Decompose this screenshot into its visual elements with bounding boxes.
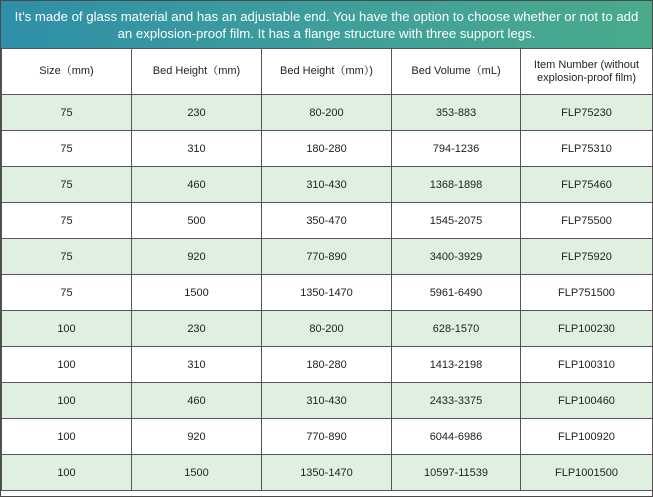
cell-bed-height: 500 — [132, 203, 262, 239]
cell-bed-height-range: 350-470 — [262, 203, 392, 239]
cell-bed-height: 460 — [132, 383, 262, 419]
cell-bed-height-range: 180-280 — [262, 347, 392, 383]
cell-size: 100 — [2, 383, 132, 419]
cell-bed-height-range: 80-200 — [262, 95, 392, 131]
cell-bed-height: 230 — [132, 95, 262, 131]
banner-text: It’s made of glass material and has an adjustable end. You have the option to choose whether or not to add an explosion-proof film. It has a flange structure with three support legs. — [14, 8, 639, 41]
cell-bed-height-range: 80-200 — [262, 311, 392, 347]
cell-bed-height-range: 180-280 — [262, 131, 392, 167]
cell-bed-height: 920 — [132, 239, 262, 275]
table-row — [2, 347, 653, 383]
cell-item-number: FLP1001500 — [521, 455, 653, 491]
cell-bed-volume: 6044-6986 — [392, 419, 521, 455]
cell-size: 75 — [2, 131, 132, 167]
cell-bed-height: 1500 — [132, 275, 262, 311]
cell-bed-height: 230 — [132, 311, 262, 347]
cell-bed-volume: 2433-3375 — [392, 383, 521, 419]
cell-size: 100 — [2, 419, 132, 455]
header-item-number: Item Number (without explosion-proof film) — [521, 49, 653, 95]
cell-bed-height-range: 1350-1470 — [262, 275, 392, 311]
table-row — [2, 167, 653, 203]
cell-bed-height: 920 — [132, 419, 262, 455]
cell-bed-height: 310 — [132, 131, 262, 167]
cell-item-number: FLP75500 — [521, 203, 653, 239]
cell-bed-height-range: 1350-1470 — [262, 455, 392, 491]
cell-bed-height: 310 — [132, 347, 262, 383]
cell-bed-volume: 1413-2198 — [392, 347, 521, 383]
cell-bed-volume: 3400-3929 — [392, 239, 521, 275]
cell-item-number: FLP100310 — [521, 347, 653, 383]
description-banner — [1, 1, 652, 48]
cell-item-number: FLP100230 — [521, 311, 653, 347]
table-row — [2, 95, 653, 131]
cell-size: 75 — [2, 203, 132, 239]
cell-item-number: FLP751500 — [521, 275, 653, 311]
header-bed-height-range: Bed Height（mm）) — [262, 49, 392, 95]
header-bed-volume: Bed Volume（mL) — [392, 49, 521, 95]
cell-item-number: FLP75310 — [521, 131, 653, 167]
cell-bed-height: 460 — [132, 167, 262, 203]
cell-size: 75 — [2, 239, 132, 275]
table-header-row — [2, 49, 653, 95]
cell-item-number: FLP100460 — [521, 383, 653, 419]
cell-size: 100 — [2, 347, 132, 383]
table-row — [2, 419, 653, 455]
table-row — [2, 239, 653, 275]
cell-bed-volume: 10597-11539 — [392, 455, 521, 491]
cell-bed-volume: 353-883 — [392, 95, 521, 131]
cell-item-number: FLP75460 — [521, 167, 653, 203]
cell-item-number: FLP75920 — [521, 239, 653, 275]
cell-size: 75 — [2, 95, 132, 131]
cell-bed-height-range: 770-890 — [262, 419, 392, 455]
header-size: Size（mm) — [2, 49, 132, 95]
cell-bed-volume: 794-1236 — [392, 131, 521, 167]
table-row — [2, 455, 653, 491]
cell-item-number: FLP75230 — [521, 95, 653, 131]
cell-bed-height-range: 310-430 — [262, 383, 392, 419]
cell-item-number: FLP100920 — [521, 419, 653, 455]
product-table — [1, 48, 653, 491]
header-bed-height: Bed Height（mm) — [132, 49, 262, 95]
table-row — [2, 383, 653, 419]
cell-size: 100 — [2, 455, 132, 491]
cell-bed-volume: 5961-6490 — [392, 275, 521, 311]
table-row — [2, 131, 653, 167]
cell-size: 100 — [2, 311, 132, 347]
cell-size: 75 — [2, 167, 132, 203]
cell-bed-volume: 1545-2075 — [392, 203, 521, 239]
table-row — [2, 311, 653, 347]
cell-bed-height-range: 770-890 — [262, 239, 392, 275]
cell-bed-height-range: 310-430 — [262, 167, 392, 203]
cell-bed-volume: 628-1570 — [392, 311, 521, 347]
cell-bed-volume: 1368-1898 — [392, 167, 521, 203]
cell-size: 75 — [2, 275, 132, 311]
table-row — [2, 203, 653, 239]
cell-bed-height: 1500 — [132, 455, 262, 491]
table-row — [2, 275, 653, 311]
